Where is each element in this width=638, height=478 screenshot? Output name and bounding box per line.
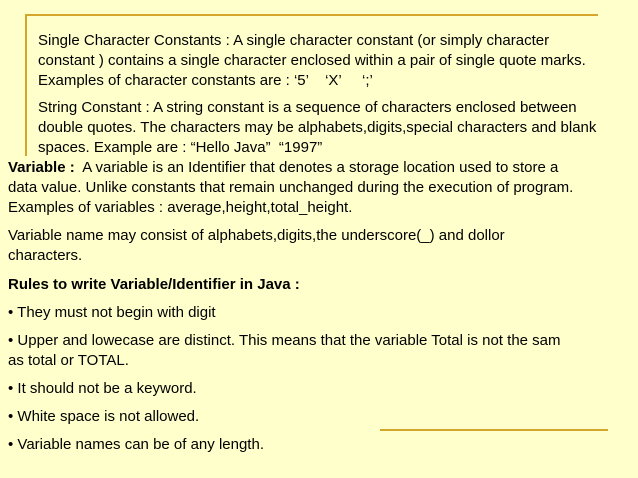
rule-item: • Variable names can be of any length. [8, 436, 264, 453]
variable-label: Variable : [8, 159, 75, 176]
bottom-accent-line [380, 429, 608, 431]
rule-item: • White space is not allowed. [8, 408, 200, 425]
bullet-icon: • [8, 332, 14, 349]
bullet-icon: • [8, 408, 14, 425]
rules-heading: Rules to write Variable/Identifier in Java : [8, 276, 300, 293]
left-accent-line [25, 14, 27, 156]
variable-name-paragraph: Variable name may consist of alphabets,digits,the underscore(_) and dollor characters. [8, 227, 505, 264]
bullet-icon: • [8, 436, 14, 453]
rule-item: • They must not begin with digit [8, 304, 216, 321]
rule-item: • It should not be a keyword. [8, 380, 197, 397]
bullet-icon: • [8, 380, 14, 397]
string-constant-paragraph: String Constant : A string constant is a sequence of characters enclosed between double quotes. The characters may be alphabets,digits,special characters and blank spaces. Example are : “Hello Java” “1997” [38, 99, 597, 156]
bullet-icon: • [8, 304, 14, 321]
rule-item: • Upper and lowecase are distinct. This means that the variable Total is not the sam as total or TOTAL. [8, 332, 561, 369]
single-character-constants-paragraph: Single Character Constants : A single character constant (or simply character constant ) contains a single character enclosed within a pair of single quote marks. Examples of character constants are : ‘5’ ‘X’ ‘;’ [38, 32, 586, 89]
variable-definition-paragraph: Variable : A variable is an Identifier that denotes a storage location used to store a data value. Unlike constants that remain unchanged during the execution of program. Examples of variables : average,height,total_height. [8, 159, 574, 216]
top-accent-line [25, 14, 598, 16]
